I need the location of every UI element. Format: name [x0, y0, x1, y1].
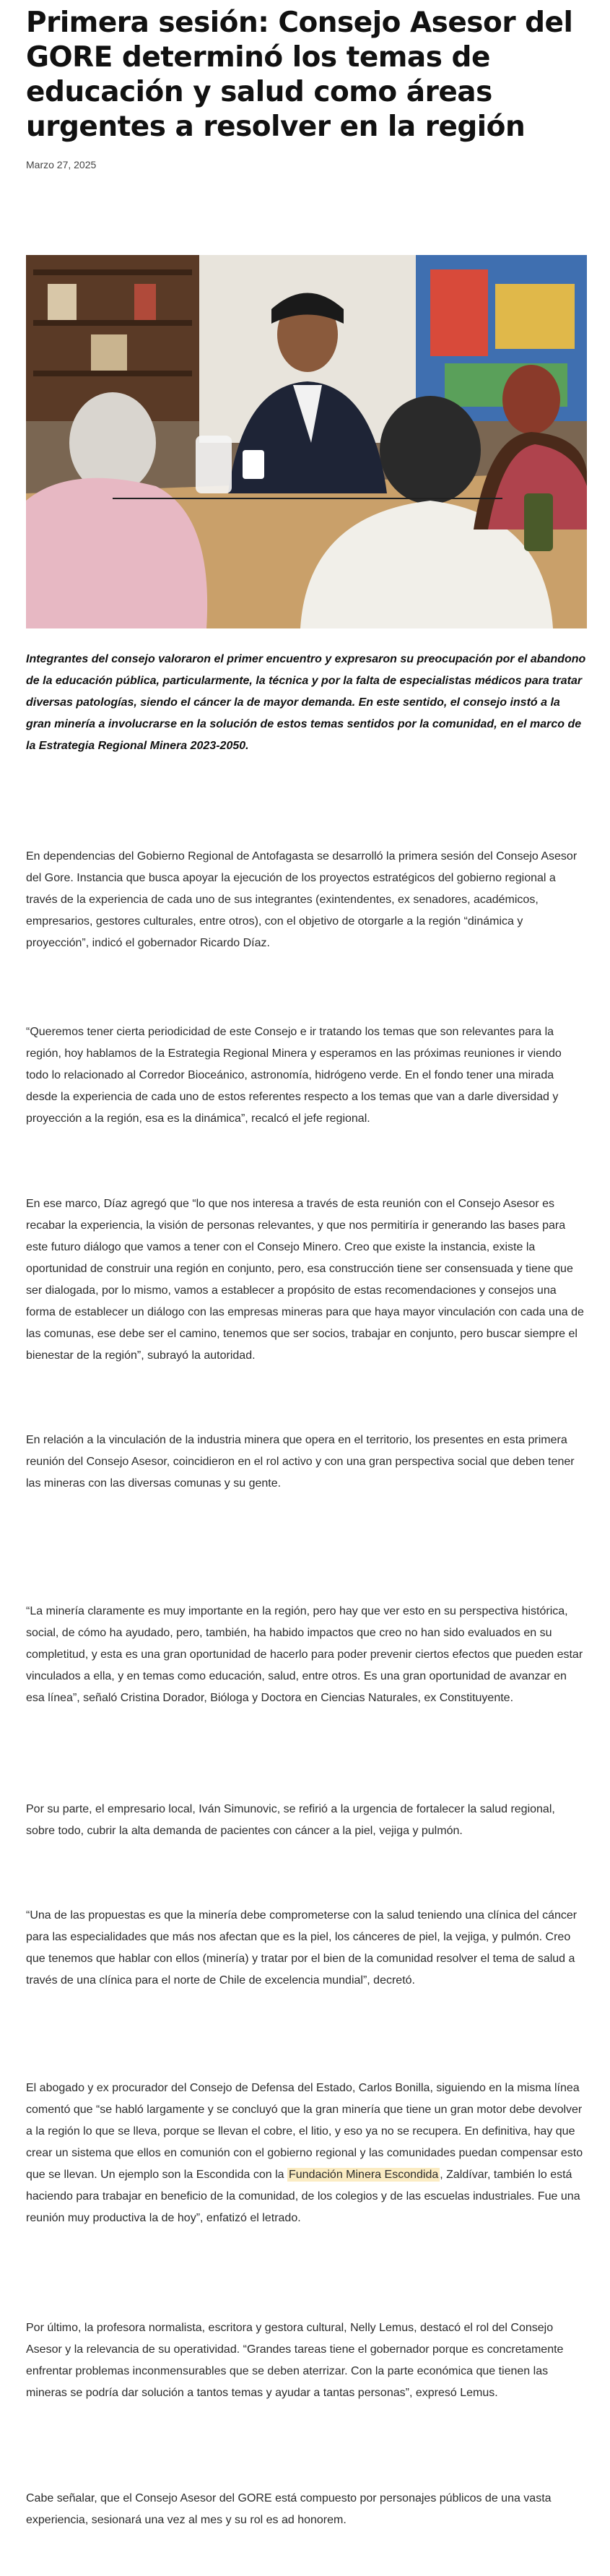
article-paragraph-8-start: El abogado y ex procurador del Consejo de Defensa del Estado, Carlos Bonilla, siguiendo en la misma línea comentó que “se habló largamente y se concluyó que la gran minería que tiene un gran motor debe devolver a la región lo que se lleva, porque se llevan el cobre, el litio, y eso ya no se recupera. En definitiva, hay que crear un sistema que ellos en comunión con el gobierno regional y las comunidades puedan compensar esto que se llevan. Un ejemplo son la Escondida con la — [26, 2082, 583, 2181]
article-paragraph-3: En ese marco, Díaz agregó que “lo que nos interesa a través de esta reunión con el Consejo Asesor es recabar la experiencia, la visión de personas relevantes, y que nos permitiría ir generando las bases para este futuro diálogo que vamos a tener con el Consejo Minero. Creo que existe la instancia, existe la oportunidad de construir una región en conjunto, pero, esa construcción tiene ser consensuada y tiene que ser dialogada, por lo mismo, vamos a establecer a propósito de estas recomendaciones y consejos una forma de establecer un diálogo con las empresas mineras para que haya mayor vinculación con cada una de las comunas, ese debe ser el camino, tenemos que ser socios, trabajar en conjunto, pero buscar siempre el bienestar de la región”, subrayó la autoridad. — [26, 1198, 584, 1362]
article-paragraph-1: En dependencias del Gobierno Regional de Antofagasta se desarrolló la primera sesión del Consejo Asesor del Gore. Instancia que busca apoyar la ejecución de los proyectos estratégicos del gobierno regional a través de la experiencia de cada uno de sus integrantes (exintendentes, ex senadores, académicos, empresarios, gestores culturales, entre otros), con el objetivo de otorgarle a la región “dinámica y proyección”, indicó el gobernador Ricardo Díaz. — [26, 850, 578, 949]
article-paragraph-9: Por último, la profesora normalista, escritora y gestora cultural, Nelly Lemus, destacó el rol del Consejo Asesor y la relevancia de su operatividad. “Grandes tareas tiene el gobernador porque es concretamente enfrentar problemas inconmensurables que se deben aterrizar. Con la parte económica que tienen las mineras se podría dar solución a tantos temas y ayudar a tantas personas”, expresó Lemus. — [26, 2322, 564, 2399]
article-paragraph-5: “La minería claramente es muy importante en la región, pero hay que ver esto en su perspectiva histórica, social, de cómo ha ayudado, pero, también, ha habido impactos que creo no han sido evaluados en su completitud, y esta es una gran oportunidad de hacerlo para poder prevenir ciertos efectos que pueden estar vinculados a ella, y en temas como educación, salud, entre otros. Es una gran oportunidad de avanzar en esa línea”, señaló Cristina Dorador, Bióloga y Doctora en Ciencias Naturales, ex Constituyente. — [26, 1605, 583, 1704]
article-paragraph-7: “Una de las propuestas es que la minería debe comprometerse con la salud teniendo una clínica del cáncer para las especialidades que más nos afectan que es la piel, los cánceres de piel, la vejiga, y pulmón. Creo que tenemos que hablar con ellos (minería) y tratar por el bien de la comunidad resolver el tema de salud a través de una clínica para el norte de Chile de excelencia mundial”, decretó. — [26, 1909, 578, 1987]
article-paragraph-8-end: , Zaldívar, también lo está haciendo para trabajar en beneficio de la comunidad, de los colegios y de las escuelas industriales. Fue una reunión muy productiva la de hoy”, enfatizó el letrado. — [26, 2169, 580, 2224]
page-title: Primera sesión: Consejo Asesor del GORE determinó los temas de educación y salud como áreas urgentes a resolver en la región — [26, 7, 573, 143]
article-paragraph-6: Por su parte, el empresario local, Iván Simunovic, se refirió a la urgencia de fortalecer la salud regional, sobre todo, cubrir la alta demanda de pacientes con cáncer a la piel, vejiga y pulmón. — [26, 1803, 555, 1837]
publish-date: Marzo 27, 2025 — [26, 159, 97, 170]
article-paragraph-8 — [26, 2078, 587, 2229]
article-paragraph-10: Cabe señalar, que el Consejo Asesor del GORE está compuesto por personajes públicos de una vasta experiencia, sesionará una vez al mes y su rol es ad honorem. — [26, 2492, 552, 2526]
article-paragraph-2: “Queremos tener cierta periodicidad de este Consejo e ir tratando los temas que son relevantes para la región, hoy hablamos de la Estrategia Regional Minera y esperamos en las próximas reuniones ir viendo todo lo relacionado al Corredor Bioceánico, astronomía, hidrógeno verde. En el fondo tener una mirada desde la experiencia de cada uno de estos referentes respecto a los temas que van a darle diversidad y proyección a la región, esa es la dinámica”, recalcó el jefe regional. — [26, 1026, 562, 1125]
fundacion-minera-escondida-link[interactable]: Fundación Minera Escondida — [289, 2169, 439, 2181]
article-paragraph-4: En relación a la vinculación de la industria minera que opera en el territorio, los presentes en esta primera reunión del Consejo Asesor, coincidieron en el rol activo y con una gran perspectiva social que deben tener las mineras con las diversas comunas y su gente. — [26, 1434, 575, 1490]
article-lead: Integrantes del consejo valoraron el primer encuentro y expresaron su preocupación por el abandono de la educación pública, particularmente, la técnica y por la falta de especialistas médicos para tratar diversas patologías, siendo el cáncer la de mayor demanda. En este sentido, el consejo instó a la gran minería a involucrarse en la solución de estos temas sentidos por la comunidad, en el marco de la Estrategia Regional Minera 2023-2050. — [26, 653, 586, 752]
hero-photo — [26, 255, 587, 628]
hero-photo-illustration — [26, 255, 587, 628]
